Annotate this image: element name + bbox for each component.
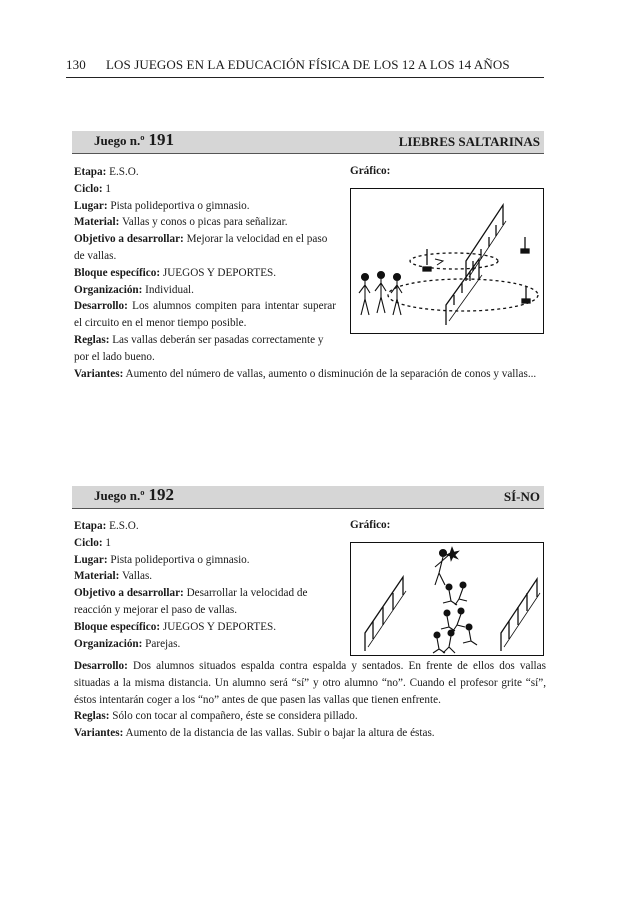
field-ciclo: Ciclo: 1 — [74, 536, 111, 549]
field-bloque: Bloque específico: JUEGOS Y DEPORTES. — [74, 620, 277, 633]
game-number: 191 — [148, 130, 175, 149]
field-organizacion: Organización: Individual. — [74, 283, 194, 296]
field-etapa: Etapa: E.S.O. — [74, 520, 139, 532]
game-192-title-bar — [72, 486, 544, 509]
field-reglas: Reglas: Sólo con tocar al compañero, éste se considera pillado. — [74, 710, 358, 723]
running-title: LOS JUEGOS EN LA EDUCACIÓN FÍSICA DE LOS 12 A LOS 14 AÑOS — [106, 57, 510, 72]
field-material: Material: Vallas. — [74, 570, 153, 583]
field-etapa: Etapa: E.S.O. — [74, 166, 139, 178]
game-192-heading — [94, 485, 174, 505]
header-rule — [66, 77, 544, 78]
game-number: 192 — [148, 485, 175, 504]
hurdles-circuit-diagram — [351, 189, 543, 333]
field-desarrollo: Desarrollo: Dos alumnos situados espalda contra espalda y sentados. En frente de ellos dos vallas situadas a la misma distancia. Un alumno será “sí” y otro alumno “no”. Cuando el profesor grite “sí”, éstos intentarán coger a los “no” antes de que pasen las vallas que tienen enfrente. — [74, 660, 546, 706]
field-ciclo: Ciclo: 1 — [74, 182, 111, 195]
game-191-title-bar — [72, 131, 544, 154]
student-pair-icon — [433, 630, 455, 653]
game-191-diagram — [350, 188, 544, 334]
game-191-heading — [94, 130, 174, 150]
page-number: 130 — [66, 57, 86, 72]
game-191-fields — [74, 164, 336, 366]
running-header — [66, 57, 546, 73]
graphic-label: Gráfico: — [350, 165, 391, 177]
si-no-diagram — [351, 543, 543, 655]
student-figure-icon — [391, 274, 402, 316]
game-192-fields — [74, 518, 336, 652]
student-pair-icon — [441, 608, 465, 631]
field-objetivo: Objetivo a desarrollar: Desarrollar la velocidad de reacción y mejorar el paso de vallas. — [74, 587, 308, 616]
game-192-long-text — [74, 658, 546, 742]
field-objetivo: Objetivo a desarrollar: Mejorar la velocidad en el paso de vallas. — [74, 233, 328, 262]
teacher-figure-icon — [435, 547, 459, 585]
circuit-path — [388, 279, 538, 311]
graphic-label: Gráfico: — [350, 519, 391, 531]
cone-icon — [522, 287, 530, 303]
game-name: LIEBRES SALTARINAS — [398, 134, 540, 149]
field-lugar: Lugar: Pista polideportiva o gimnasio. — [74, 199, 250, 212]
game-192-diagram — [350, 542, 544, 656]
game-label: Juego n.º — [94, 488, 145, 503]
student-figure-icon — [375, 272, 386, 314]
cone-icon — [423, 249, 431, 271]
field-organizacion: Organización: Parejas. — [74, 637, 181, 650]
field-desarrollo: Desarrollo: Los alumnos compiten para intentar superar el circuito en el menor tiempo posible. — [74, 300, 336, 330]
game-191-variantes — [74, 366, 546, 383]
field-reglas: Reglas: Las vallas deberán ser pasadas correctamente y por el lado bueno. — [74, 333, 324, 363]
cone-icon — [521, 237, 529, 253]
field-lugar: Lugar: Pista polideportiva o gimnasio. — [74, 553, 250, 566]
field-variantes: Variantes: Aumento de la distancia de las vallas. Subir o bajar la altura de éstas. — [74, 727, 435, 740]
game-label: Juego n.º — [94, 133, 145, 148]
field-material: Material: Vallas y conos o picas para señalizar. — [74, 216, 288, 229]
field-variantes: Variantes: Aumento del número de vallas, aumento o disminución de la separación de conos y vallas... — [74, 368, 537, 380]
student-pair-icon — [463, 624, 477, 645]
student-pair-icon — [443, 582, 467, 605]
hurdle-row-right — [501, 579, 540, 651]
field-bloque: Bloque específico: JUEGOS Y DEPORTES. — [74, 266, 277, 279]
hurdle-row-left — [365, 577, 406, 651]
game-name: SÍ-NO — [503, 489, 540, 504]
student-figure-icon — [359, 274, 370, 316]
